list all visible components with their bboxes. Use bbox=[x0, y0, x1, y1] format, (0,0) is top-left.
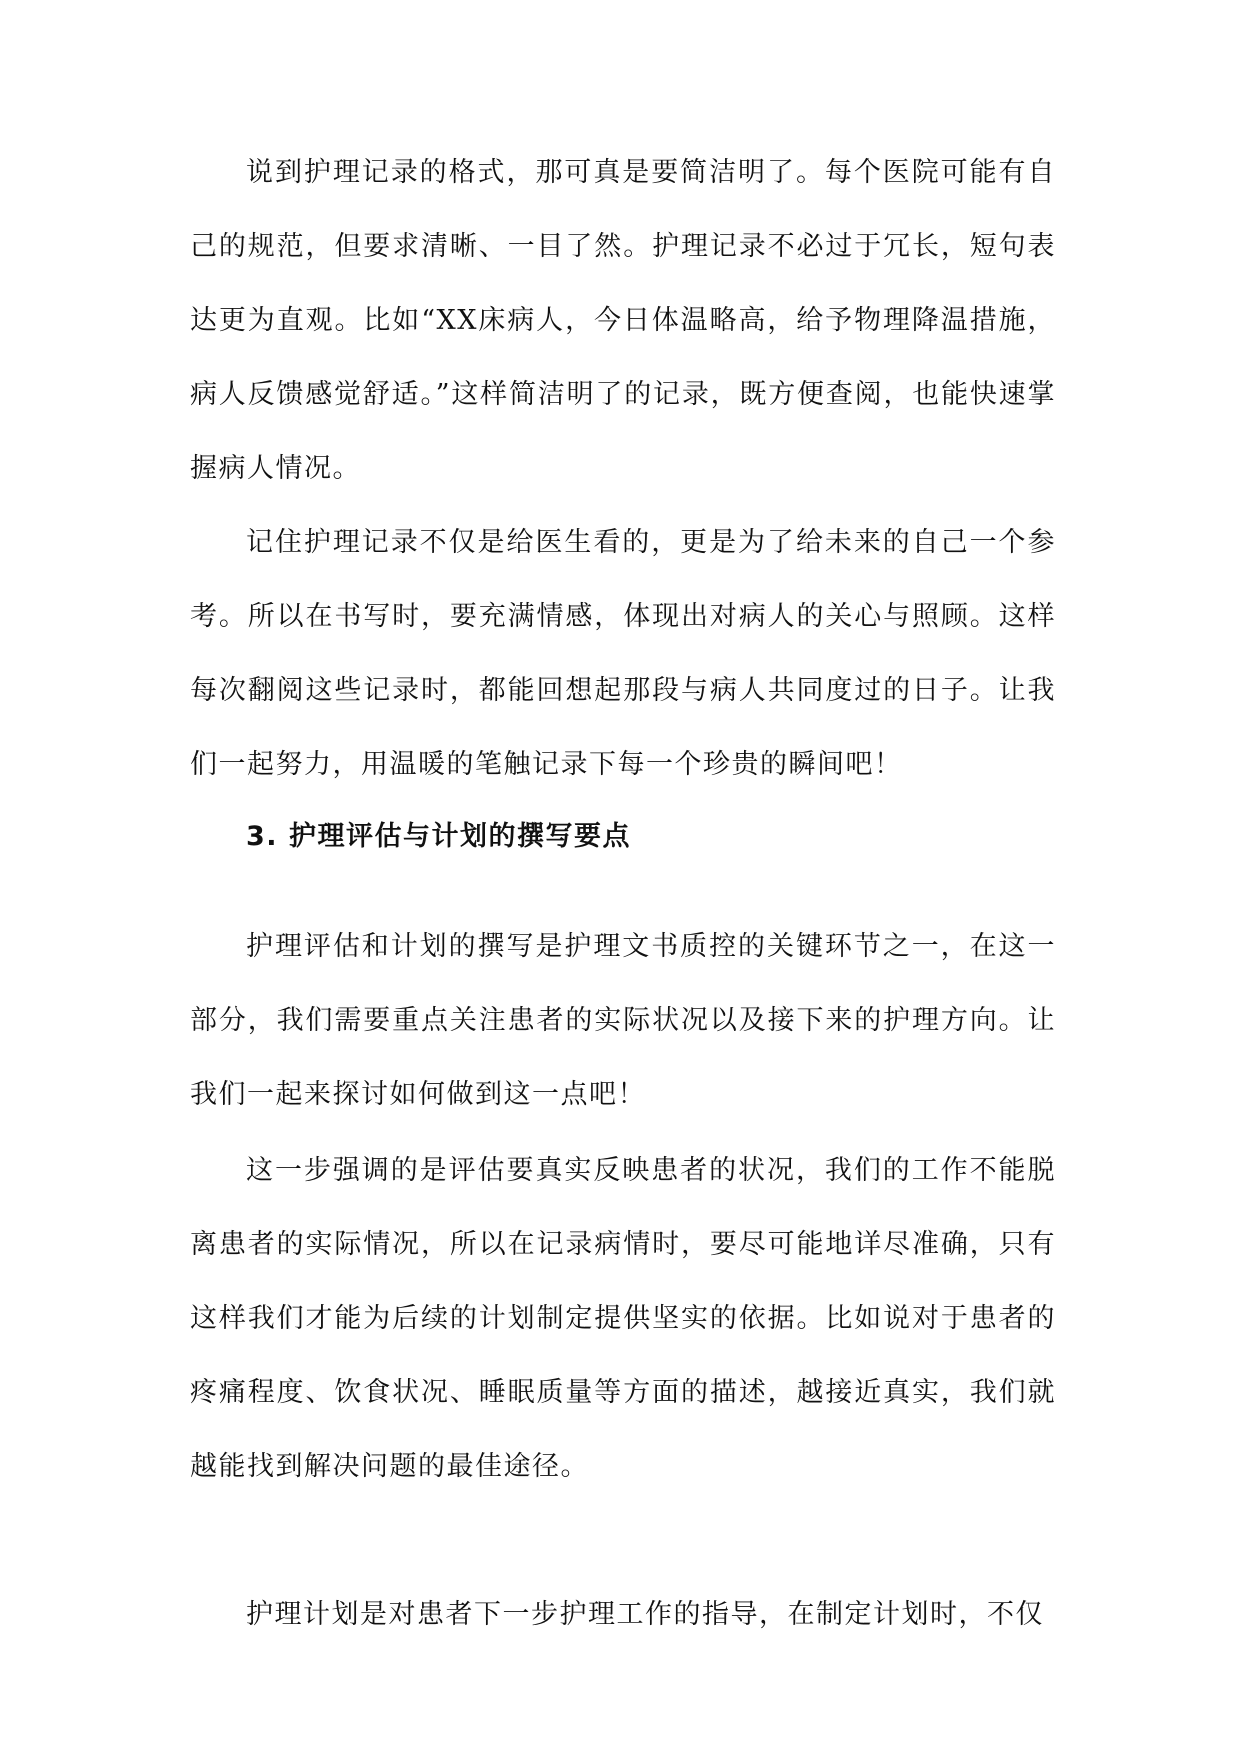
paragraph-record-format: 说到护理记录的格式，那可真是要简洁明了。每个医院可能有自己的规范，但要求清晰、一目了然。护理记录不必过于冗长，短句表达更为直观。比如“XX床病人，今日体温略高，给予物理降温措施，病人反馈感觉舒适。”这样简洁明了的记录，既方便查阅，也能快速掌握病人情况。 bbox=[190, 157, 1056, 484]
section-heading: 3. 护理评估与计划的撰写要点 bbox=[246, 821, 631, 852]
paragraph-assessment-accuracy: 这一步强调的是评估要真实反映患者的状况，我们的工作不能脱离患者的实际情况，所以在记录病情时，要尽可能地详尽准确，只有这样我们才能为后续的计划制定提供坚实的依据。比如说对于患者的疼痛程度、饮食状况、睡眠质量等方面的描述，越接近真实，我们就越能找到解决问题的最佳途径。 bbox=[190, 1155, 1056, 1482]
paragraph-record-purpose: 记住护理记录不仅是给医生看的，更是为了给未来的自己一个参考。所以在书写时，要充满情感，体现出对病人的关心与照顾。这样每次翻阅这些记录时，都能回想起那段与病人共同度过的日子。让我们一起努力，用温暖的笔触记录下每一个珍贵的瞬间吧！ bbox=[190, 527, 1056, 780]
paragraph-assessment-intro: 护理评估和计划的撰写是护理文书质控的关键环节之一，在这一部分，我们需要重点关注患者的实际状况以及接下来的护理方向。让我们一起来探讨如何做到这一点吧！ bbox=[190, 931, 1056, 1110]
paragraph-nursing-plan: 护理计划是对患者下一步护理工作的指导，在制定计划时，不仅 bbox=[246, 1599, 1044, 1630]
